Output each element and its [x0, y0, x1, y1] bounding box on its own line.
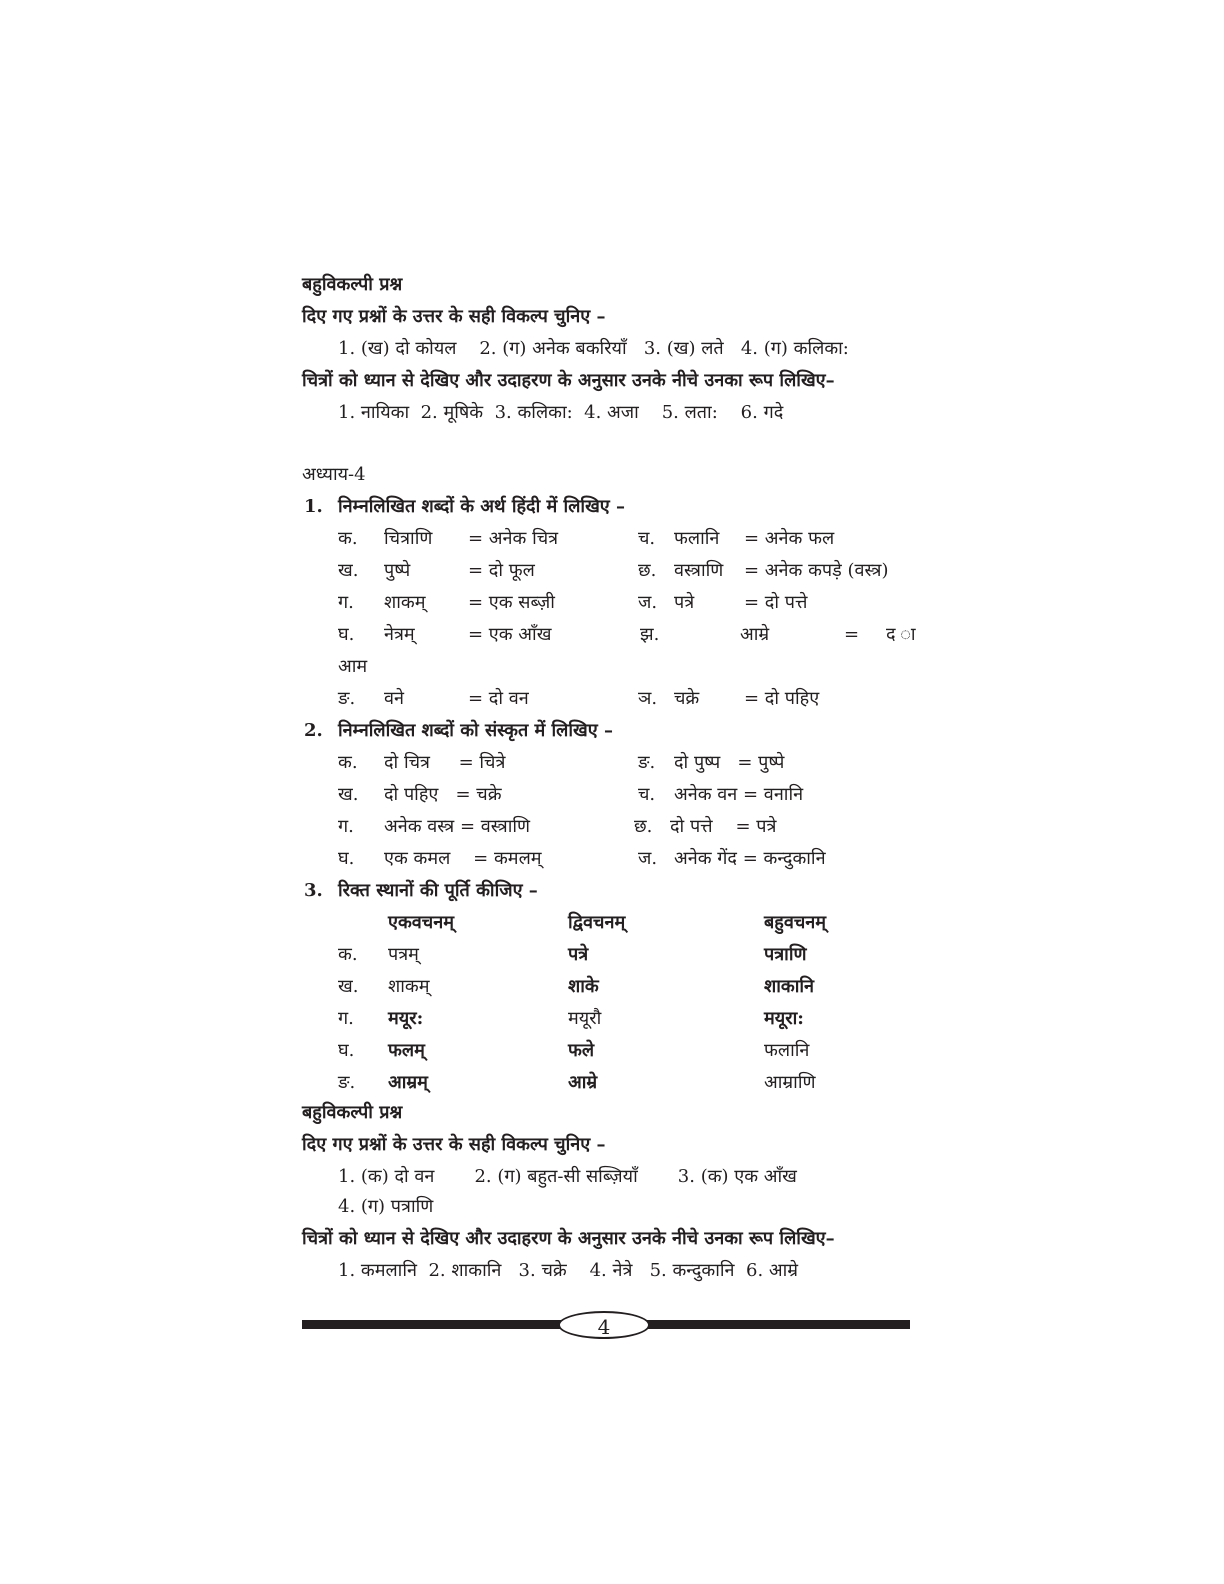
q1-right-word: पत्रे	[674, 592, 695, 613]
picture-answers-2: 1. कमलानि 2. शाकानि 3. चक्रे 4. नेत्रे 5. कन्दुकानि 6. आम्रे	[338, 1260, 799, 1281]
q3-singular: मयूर:	[388, 1008, 424, 1029]
q1-left-meaning: = दो वन	[468, 688, 529, 709]
q3-row-key: ख.	[338, 976, 359, 997]
q3-number: 3.	[304, 880, 323, 901]
q3-row-key: क.	[338, 944, 358, 965]
q1-left-word: नेत्रम्	[384, 624, 415, 645]
q1-wrap-text: आम	[338, 656, 368, 677]
q2-right-key: च.	[638, 784, 656, 805]
q1-right-meaning: = दो पत्ते	[744, 592, 808, 613]
q1-right-key: ज.	[638, 592, 658, 613]
q2-right-text: अनेक वन = वनानि	[674, 784, 804, 805]
chapter-title: अध्याय-4	[302, 464, 366, 485]
q3-plural: आम्राणि	[764, 1072, 816, 1093]
q3-singular: पत्रम्	[388, 944, 419, 965]
q2-title: निम्नलिखित शब्दों को संस्कृत में लिखिए –	[338, 720, 613, 741]
picture-instruction-2: चित्रों को ध्यान से देखिए और उदाहरण के अनुसार उनके नीचे उनका रूप लिखिए–	[302, 1228, 835, 1249]
mcq-heading-2: बहुविकल्पी प्रश्न	[302, 1102, 403, 1123]
q1-right-key: ञ.	[638, 688, 658, 709]
q3-plural: फलानि	[764, 1040, 810, 1061]
q1-left-meaning: = एक सब्ज़ी	[468, 592, 555, 613]
q3-row-key: ग.	[338, 1008, 354, 1029]
q1-right-word: फलानि	[674, 528, 720, 549]
q1-right-meaning: = अनेक फल	[744, 528, 835, 549]
mcq-answers-2-line2: 4. (ग) पत्राणि	[338, 1196, 434, 1217]
q1-title: निम्नलिखित शब्दों के अर्थ हिंदी में लिखिए –	[338, 496, 626, 517]
q1-right-word: चक्रे	[674, 688, 700, 709]
q1-right-meaning: = दो पहिए	[744, 688, 820, 709]
q3-dual: पत्रे	[568, 944, 589, 965]
q2-left-key: ग.	[338, 816, 354, 837]
q3-singular: आम्रम्	[388, 1072, 428, 1093]
q1-left-word: वने	[384, 688, 404, 709]
q3-row-key: घ.	[338, 1040, 355, 1061]
q3-plural: मयूरा:	[764, 1008, 804, 1029]
q3-header-plural: बहुवचनम्	[764, 912, 827, 933]
q3-title: रिक्त स्थानों की पूर्ति कीजिए –	[338, 880, 538, 901]
q1-left-word: पुष्पे	[384, 560, 411, 581]
q2-left-text: दो पहिए = चक्रे	[384, 784, 502, 805]
mcq-answers: 1. (ख) दो कोयल 2. (ग) अनेक बकरियाँ 3. (ख) लते 4. (ग) कलिका:	[338, 338, 849, 359]
mcq-heading: बहुविकल्पी प्रश्न	[302, 274, 403, 295]
q3-header-dual: द्विवचनम्	[568, 912, 626, 933]
q2-left-key: घ.	[338, 848, 355, 869]
page-number: 4	[558, 1311, 650, 1339]
q1-right-key: च.	[638, 528, 656, 549]
q1-right-extra: द ा	[886, 624, 916, 645]
q3-plural: शाकानि	[764, 976, 815, 997]
q3-dual: मयूरौ	[568, 1008, 602, 1029]
q2-right-key: ज.	[638, 848, 658, 869]
q2-right-text: दो पुष्प = पुष्पे	[674, 752, 785, 773]
q1-left-word: शाकम्	[384, 592, 426, 613]
q1-left-key: ग.	[338, 592, 354, 613]
q3-singular: शाकम्	[388, 976, 430, 997]
q1-left-word: चित्राणि	[384, 528, 433, 549]
q1-left-key: घ.	[338, 624, 355, 645]
q3-dual: शाके	[568, 976, 599, 997]
q1-left-key: ङ.	[338, 688, 356, 709]
q1-left-meaning: = एक आँख	[468, 624, 552, 645]
q1-right-meaning: = अनेक कपड़े (वस्त्र)	[744, 560, 889, 581]
q3-plural: पत्राणि	[764, 944, 807, 965]
q2-left-key: ख.	[338, 784, 359, 805]
q2-right-key: ङ.	[638, 752, 656, 773]
q2-right-text: दो पत्ते = पत्रे	[670, 816, 777, 837]
q3-singular: फलम्	[388, 1040, 425, 1061]
q2-right-text: अनेक गेंद = कन्दुकानि	[674, 848, 826, 869]
q1-right-key: झ.	[640, 624, 660, 645]
q3-dual: फले	[568, 1040, 595, 1061]
q2-right-key: छ.	[634, 816, 653, 837]
q2-number: 2.	[304, 720, 323, 741]
picture-instruction: चित्रों को ध्यान से देखिए और उदाहरण के अनुसार उनके नीचे उनका रूप लिखिए–	[302, 370, 835, 391]
q2-left-key: क.	[338, 752, 358, 773]
q1-right-meaning: =	[844, 624, 860, 645]
q1-left-meaning: = अनेक चित्र	[468, 528, 559, 549]
q3-row-key: ङ.	[338, 1072, 356, 1093]
q1-right-key: छ.	[638, 560, 657, 581]
picture-answers: 1. नायिका 2. मूषिके 3. कलिका: 4. अजा 5. लता: 6. गदे	[338, 402, 784, 423]
q1-left-meaning: = दो फूल	[468, 560, 535, 581]
mcq-instruction-2: दिए गए प्रश्नों के उत्तर के सही विकल्प चुनिए –	[302, 1134, 606, 1155]
q1-right-word: आम्रे	[740, 624, 770, 645]
q2-left-text: एक कमल = कमलम्	[384, 848, 542, 869]
q2-left-text: दो चित्र = चित्रे	[384, 752, 506, 773]
q3-dual: आम्रे	[568, 1072, 598, 1093]
q2-left-text: अनेक वस्त्र = वस्त्राणि	[384, 816, 531, 837]
mcq-answers-2-line1: 1. (क) दो वन 2. (ग) बहुत-सी सब्ज़ियाँ 3. (क) एक आँख	[338, 1166, 797, 1187]
q1-right-word: वस्त्राणि	[674, 560, 724, 581]
mcq-instruction: दिए गए प्रश्नों के उत्तर के सही विकल्प चुनिए –	[302, 306, 606, 327]
q1-number: 1.	[304, 496, 323, 517]
q1-left-key: क.	[338, 528, 358, 549]
q3-header-singular: एकवचनम्	[388, 912, 454, 933]
q1-left-key: ख.	[338, 560, 359, 581]
